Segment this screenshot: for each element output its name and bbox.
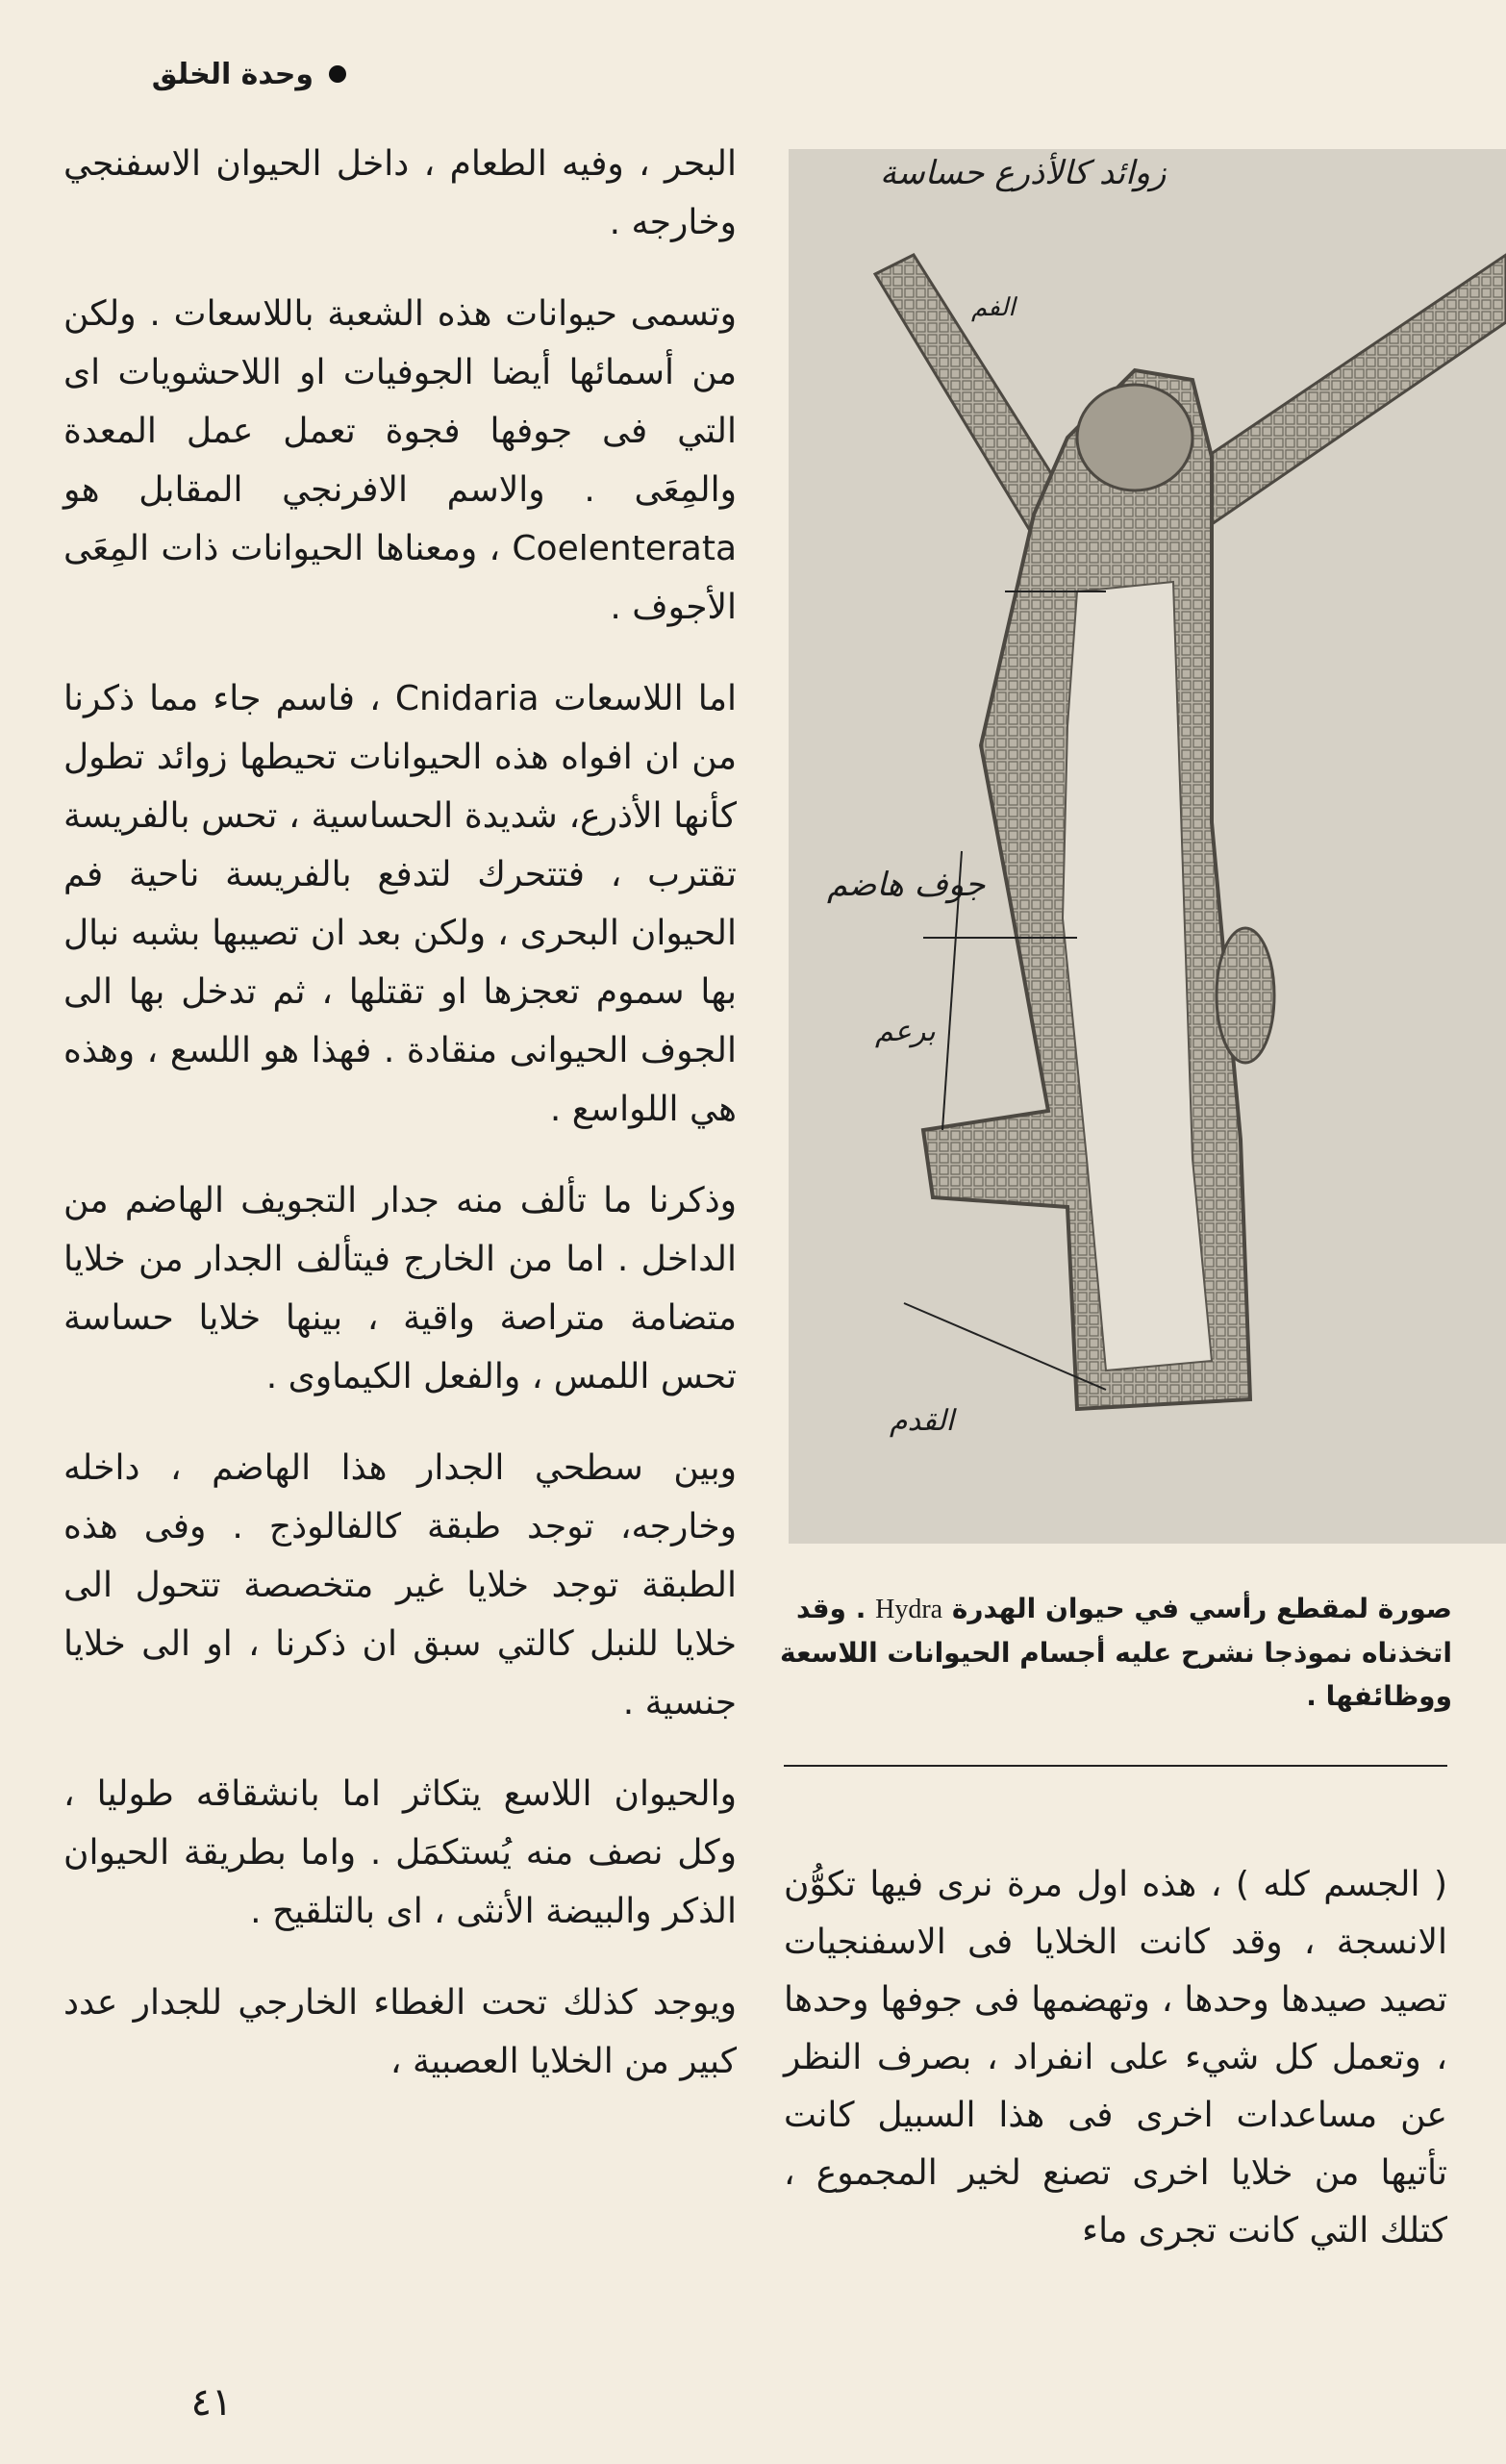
- paragraph: وبين سطحي الجدار هذا الهاضم ، داخله وخارجه، توجد طبقة كالفالوذج . وفى هذه الطبقة توجد خلايا غير متخصصة تتحول الى خلايا للنبل كالتي سبق ان ذكرنا ، او الى خلايا جنسية .: [63, 1448, 737, 1722]
- right-text-column: [784, 1856, 1447, 2293]
- paragraph: اما اللاسعات Cnidaria ، فاسم جاء مما ذكرنا من ان افواه هذه الحيوانات تحيطها زوائد تطول كأنها الأذرع، شديدة الحساسية ، تحس بالفريسة تقترب ، فتتحرك لتدفع بالفريسة ناحية فم الحيوان البحرى ، ولكن بعد ان تصيبها بشبه نبال بها سموم تعجزها او تقتلها ، ثم تدخل بها الى الجوف الحيوانى منقادة . فهذا هو اللسع ، وهذه هي اللواسع .: [63, 679, 738, 1129]
- label-tentacles: زوائد كالأذرع حساسة: [880, 154, 1167, 192]
- paragraph: وذكرنا ما تألف منه جدار التجويف الهاضم من الداخل . اما من الخارج فيتألف الجدار من خلايا متضامة متراصة واقية ، بينها خلايا حساسة تحس اللمس ، والفعل الكيماوى .: [63, 1181, 737, 1396]
- caption-latin-name: Hydra: [875, 1595, 943, 1624]
- figure-caption: [779, 1587, 1452, 1718]
- paragraph: والحيوان اللاسع يتكاثر اما بانشقاقه طوليا ، وكل نصف منه يُستكمَل . واما بطريقة الحيوان الذكر والبيضة الأنثى ، اى بالتلقيح .: [63, 1774, 737, 1931]
- paragraph: البحر ، وفيه الطعام ، داخل الحيوان الاسفنجي وخارجه .: [63, 144, 737, 242]
- bullet-icon: [329, 65, 346, 83]
- running-header-title: وحدة الخلق: [151, 57, 314, 91]
- caption-divider: [784, 1765, 1447, 1767]
- paragraph: وتسمى حيوانات هذه الشعبة باللاسعات . ولكن من أسمائها أيضا الجوفيات او اللاحشويات اى التي فى جوفها فجوة تعمل عمل المعدة والمِعَى . والاسم الافرنجي المقابل هو Coelenterata ، ومعناها الحيوانات ذات المِعَى الأجوف .: [63, 294, 737, 627]
- hydra-illustration: [789, 149, 1506, 1544]
- paragraph: ويوجد كذلك تحت الغطاء الخارجي للجدار عدد كبير من الخلايا العصبية ،: [63, 1983, 737, 2081]
- page-number: ٤١: [190, 2380, 233, 2425]
- label-bud: برعم: [875, 1015, 936, 1048]
- label-cavity: جوف هاضم: [827, 866, 986, 904]
- caption-text-after: . وقد اتخذناه نموذجا نشرح عليه أجسام الحيوانات اللاسعة ووظائفها .: [779, 1593, 1452, 1712]
- caption-text-before: صورة لمقطع رأسي في حيوان الهدرة: [951, 1593, 1452, 1624]
- hydra-section-photo: [789, 149, 1506, 1544]
- running-header: [58, 50, 346, 98]
- mouth-region: [1077, 385, 1192, 490]
- paragraph: ( الجسم كله ) ، هذه اول مرة نرى فيها تكوُّن الانسجة ، وقد كانت الخلايا فى الاسفنجيات تصيد صيدها وحدها ، وتهضمها فى جوفها وحدها ، وتعمل كل شيء على انفراد ، بصرف النظر عن مساعدات اخرى فى هذا السبيل كانت تأتيها من خلايا اخرى تصنع لخير المجموع ، كتلك التي كانت تجرى ماء: [784, 1865, 1447, 2250]
- label-mouth: الفم: [971, 293, 1016, 322]
- label-foot: القدم: [890, 1404, 954, 1438]
- side-bulge: [1217, 928, 1274, 1063]
- left-text-column: [63, 135, 737, 2124]
